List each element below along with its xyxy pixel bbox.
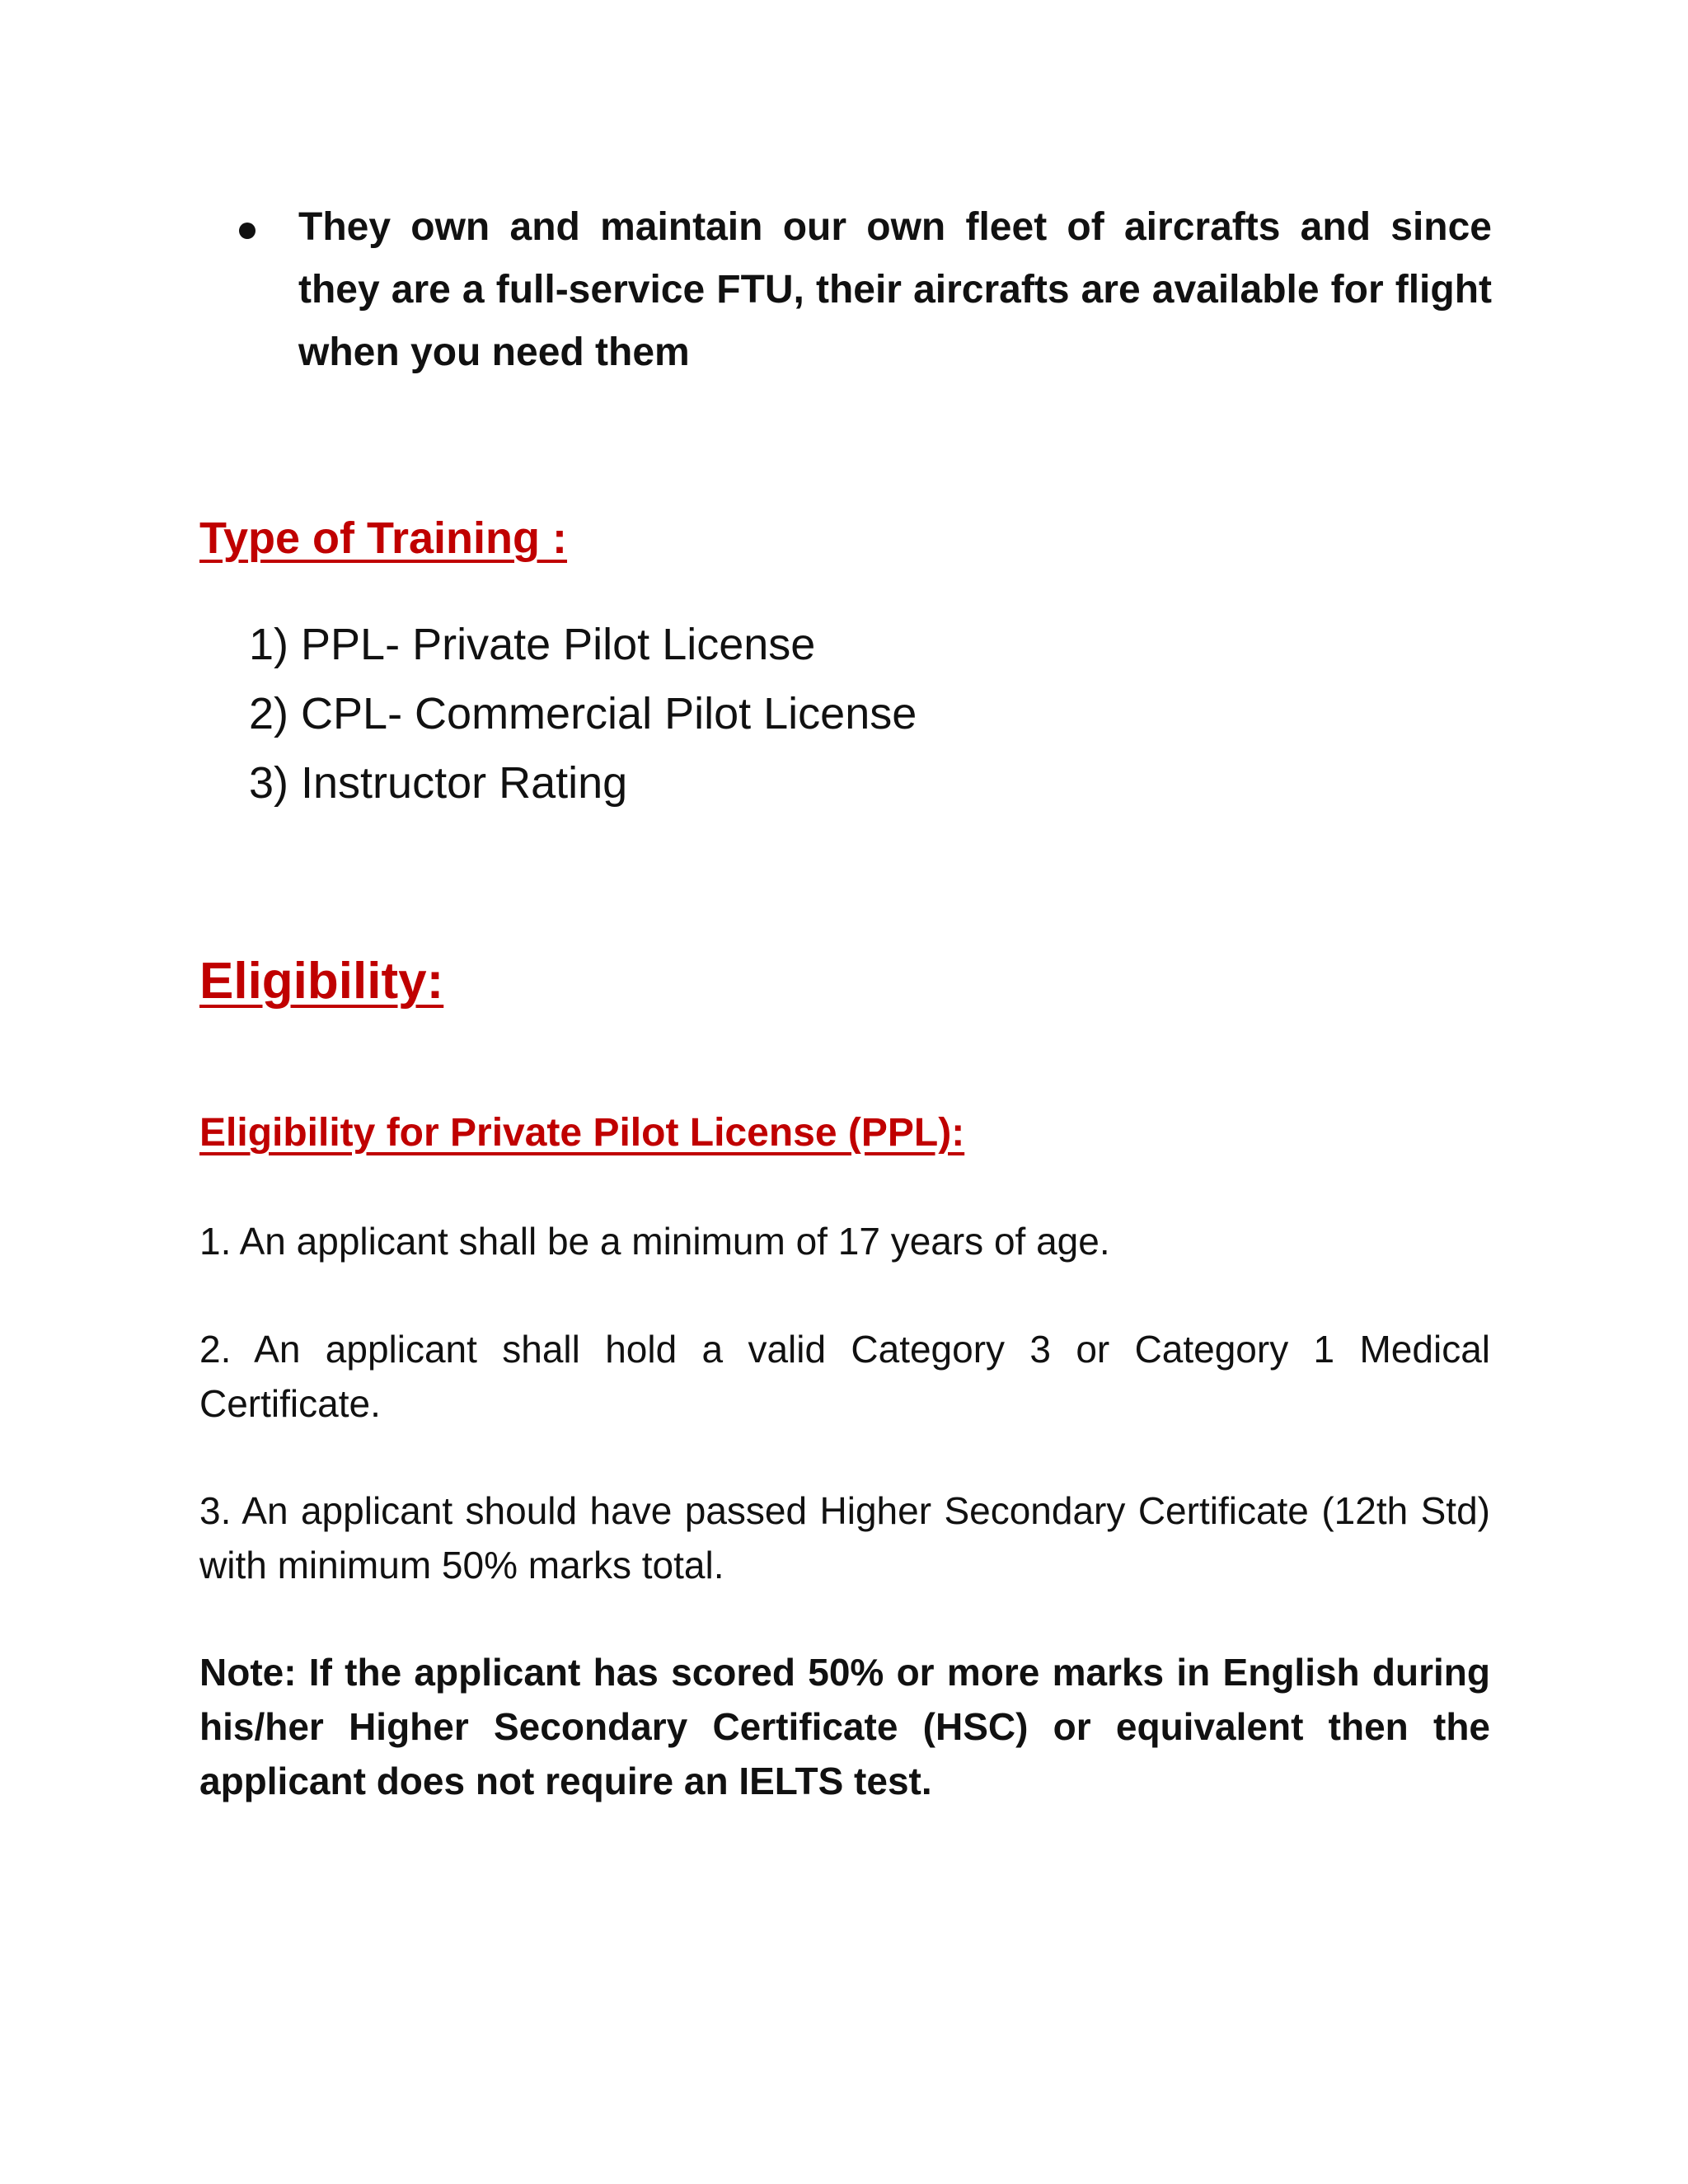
bullet-text: They own and maintain our own fleet of aircrafts and since they are a full-service FTU, their aircrafts are available for flight when you need them: [298, 205, 1492, 374]
bullet-item: [239, 196, 1492, 384]
ppl-eligibility-heading: Eligibility for Private Pilot License (PPL):: [199, 1111, 965, 1155]
training-item-instructor: 3) Instructor Rating: [249, 758, 628, 808]
requirement-medical: 2. An applicant shall hold a valid Category 3 or Category 1 Medical Certificate.: [199, 1328, 1490, 1425]
type-of-training-heading: Type of Training :: [199, 513, 568, 563]
requirement-age: 1. An applicant shall be a minimum of 17 years of age.: [199, 1220, 1110, 1263]
training-list: [249, 610, 917, 818]
training-item-ppl: 1) PPL- Private Pilot License: [249, 620, 816, 669]
training-item-cpl: 2) CPL- Commercial Pilot License: [249, 689, 917, 738]
eligibility-heading: Eligibility:: [199, 953, 444, 1010]
ielts-note: Note: If the applicant has scored 50% or more marks in English during his/her Higher Secondary Certificate (HSC) or equivalent then the applicant does not require an IELTS test.: [199, 1651, 1490, 1802]
bullet-dot-icon: [239, 223, 256, 239]
requirement-education: 3. An applicant should have passed Higher Secondary Certificate (12th Std) with minimum 50% marks total.: [199, 1489, 1490, 1586]
